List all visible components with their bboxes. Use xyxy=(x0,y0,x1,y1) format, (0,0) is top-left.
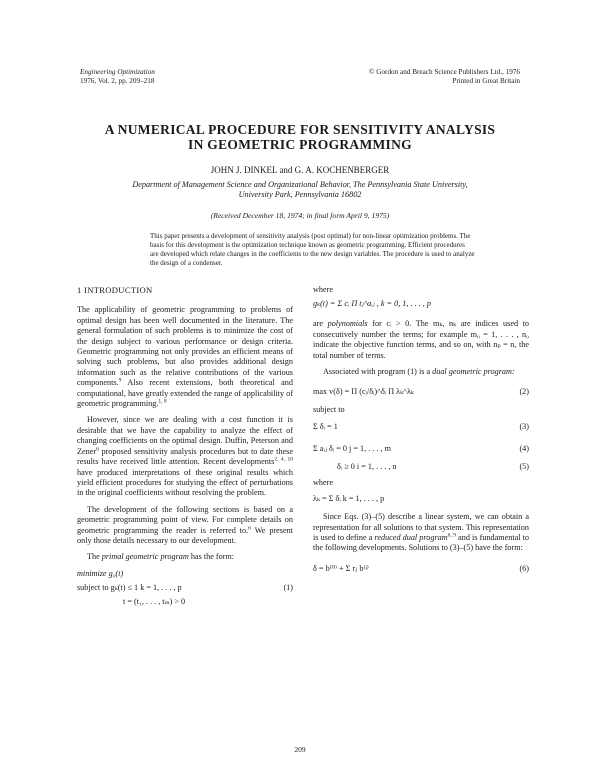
since-b: and is fundamental to the following developments. Solutions to (3)–(5) have the form: xyxy=(313,533,529,553)
para3-ref: 6 xyxy=(248,524,251,531)
equation-minimize xyxy=(77,569,293,583)
journal-volume: 1976, Vol. 2, pp. 209–218 xyxy=(80,77,155,85)
dual-paragraph xyxy=(313,367,529,377)
equation-4 xyxy=(313,440,529,462)
dual-em: dual geometric program: xyxy=(432,367,515,377)
journal-name: Engineering Optimization xyxy=(80,68,155,76)
title-line-1: A NUMERICAL PROCEDURE FOR SENSITIVITY ANALYSIS xyxy=(104,122,496,137)
eq3-text: Σ δᵢ = 1 xyxy=(313,421,338,431)
publisher-line: © Gordon and Breach Science Publishers Ltd., 1976 xyxy=(369,68,520,76)
para4-em: primal geometric program xyxy=(101,552,189,562)
where-1: where xyxy=(313,285,334,294)
para1-text: The applicability of geometric programming to problems of optimal design has been well documented in the literature. The general formulation of such problems is to minimize the cost of the design subject to various performance or design criteria. Geometric programming not only provides an efficient means of solving such problems, but also provides additional design information such as the relative contributions of the various components. xyxy=(77,305,293,388)
para4-a: The xyxy=(87,552,102,562)
para4-b: has the form: xyxy=(188,552,235,562)
paper-title xyxy=(60,122,540,152)
equation-6 xyxy=(313,560,529,580)
abstract-line-2: basis for this development is the optimization technique known as geometric programming. Efficient procedures xyxy=(150,241,465,249)
equation-g xyxy=(313,299,529,319)
eq-subject-text: subject to gₖ(t) ≤ 1 k = 1, . . . , p xyxy=(77,582,182,592)
journal-info xyxy=(80,68,280,86)
intro-paragraph-3 xyxy=(77,505,293,547)
equation-number-3: (3) xyxy=(519,421,529,431)
eq5-text: δᵢ ≥ 0 i = 1, . . . , n xyxy=(337,461,397,471)
eq6-text: δ = b⁽⁰⁾ + Σ rⱼ b⁽ʲ⁾ xyxy=(313,563,369,573)
publisher-info xyxy=(260,68,520,86)
since-paragraph xyxy=(313,512,529,554)
eq-lambda-text: λₖ = Σ δᵢ k = 1, . . . , p xyxy=(313,494,385,504)
title-line-2: IN GEOMETRIC PROGRAMMING xyxy=(188,137,412,152)
eq4-text: Σ aᵢⱼ δᵢ = 0 j = 1, . . . , m xyxy=(313,443,391,453)
equation-t xyxy=(77,597,293,611)
affiliation-line-1: Department of Management Science and Organizational Behavior, The Pennsylvania State University, xyxy=(132,180,468,189)
printed-line: Printed in Great Britain xyxy=(452,77,520,85)
intro-paragraph-4 xyxy=(77,552,293,562)
equation-number-5: (5) xyxy=(519,461,529,471)
para2-c: have produced interpretations of these original results which yield efficient procedures for studying the effect of perturbations in the original coefficients without resolving the problem. xyxy=(77,467,293,498)
eq2-text: max v(δ) = Π (cᵢ/δᵢ)^δᵢ Π λₖ^λₖ xyxy=(313,387,414,397)
equation-3 xyxy=(313,418,529,440)
section-heading: 1 INTRODUCTION xyxy=(77,285,153,295)
affiliation-line-2: University Park, Pennsylvania 16802 xyxy=(238,190,362,199)
equation-2 xyxy=(313,383,529,405)
para2-a: However, since we are dealing with a cost function it is desirable that we have the capability to analyze the effect of changing coefficients on the optimal design. Duffin, Peterson and Zener xyxy=(77,415,293,456)
para1-ref2: 1, 8 xyxy=(158,398,167,405)
right-column xyxy=(313,285,529,580)
posy-b: for cᵢ > 0. The mₖ, nₖ are indices used to consecutively number the terms; for example m₀ = 1, . . . , n₀ indicate the objective function terms, and so on, with nₚ = n, the total number of terms. xyxy=(313,319,530,360)
abstract-line-3: are developed which relate changes in the coefficients to the new design variables. The procedure is used to analyze xyxy=(150,250,475,258)
abstract-line-1: This paper presents a development of sensitivity analysis (post optimal) for non-linear optimization problems. The xyxy=(150,232,471,240)
para1-ref: 9 xyxy=(118,377,122,384)
para3-b: We present only those details necessary to our development. xyxy=(77,525,294,545)
affiliation xyxy=(100,180,500,200)
posynomial-paragraph xyxy=(313,319,529,361)
para3-a: The development of the following sections is based on a geometric programming point of view. For complete details on geometric programming the reader is referred to. xyxy=(77,504,293,535)
equation-number-6: (6) xyxy=(519,563,529,573)
equation-number-4: (4) xyxy=(519,443,529,453)
where-2: where xyxy=(313,477,334,487)
received-date: (Received December 18, 1974; in final form April 9, 1975) xyxy=(210,211,390,220)
intro-paragraph-1 xyxy=(77,305,293,409)
equation-number-1: (1) xyxy=(283,582,293,592)
abstract-line-4: the design of a condenser. xyxy=(150,259,223,267)
para2-b: proposed sensitivity analysis procedures but to date these results have received little attention. Recent developments xyxy=(77,446,293,467)
posy-a: are xyxy=(313,319,328,329)
para2-ref: 6 xyxy=(96,445,99,452)
equation-subject xyxy=(77,583,293,597)
para1-cont: Also recent extensions, both theoretical and computational, have greatly extended the range of applicability of geometric programming. xyxy=(77,378,293,409)
subject-to: subject to xyxy=(313,405,345,415)
page-number: 209 xyxy=(294,745,306,754)
eq-minimize-text: minimize g₀(t) xyxy=(77,568,124,578)
authors: JOHN J. DINKEL and G. A. KOCHENBERGER xyxy=(210,165,390,175)
intro-paragraph-2 xyxy=(77,415,293,498)
eq-t-text: t = (t₁, . . . , tₘ) > 0 xyxy=(123,596,186,606)
equation-number-2: (2) xyxy=(519,387,529,397)
since-a: Since Eqs. (3)–(5) describe a linear system, we can obtain a representation for all solutions to that system. This representation is used to define a xyxy=(313,512,529,543)
since-ref: 6, 9 xyxy=(447,532,456,539)
posy-em: polynomials xyxy=(327,319,368,329)
since-em: reduced dual program xyxy=(374,533,448,543)
dual-a: Associated with program (1) is a xyxy=(323,367,433,377)
equation-lambda xyxy=(313,490,529,512)
left-column xyxy=(77,285,293,611)
equation-5 xyxy=(313,462,529,478)
para2-ref2: 2, 4, 10 xyxy=(274,456,293,463)
eq-g-text: gₖ(t) = Σ cᵢ Π tⱼ^aᵢⱼ , k = 0, 1, . . . , p xyxy=(313,299,431,309)
abstract xyxy=(150,232,484,268)
